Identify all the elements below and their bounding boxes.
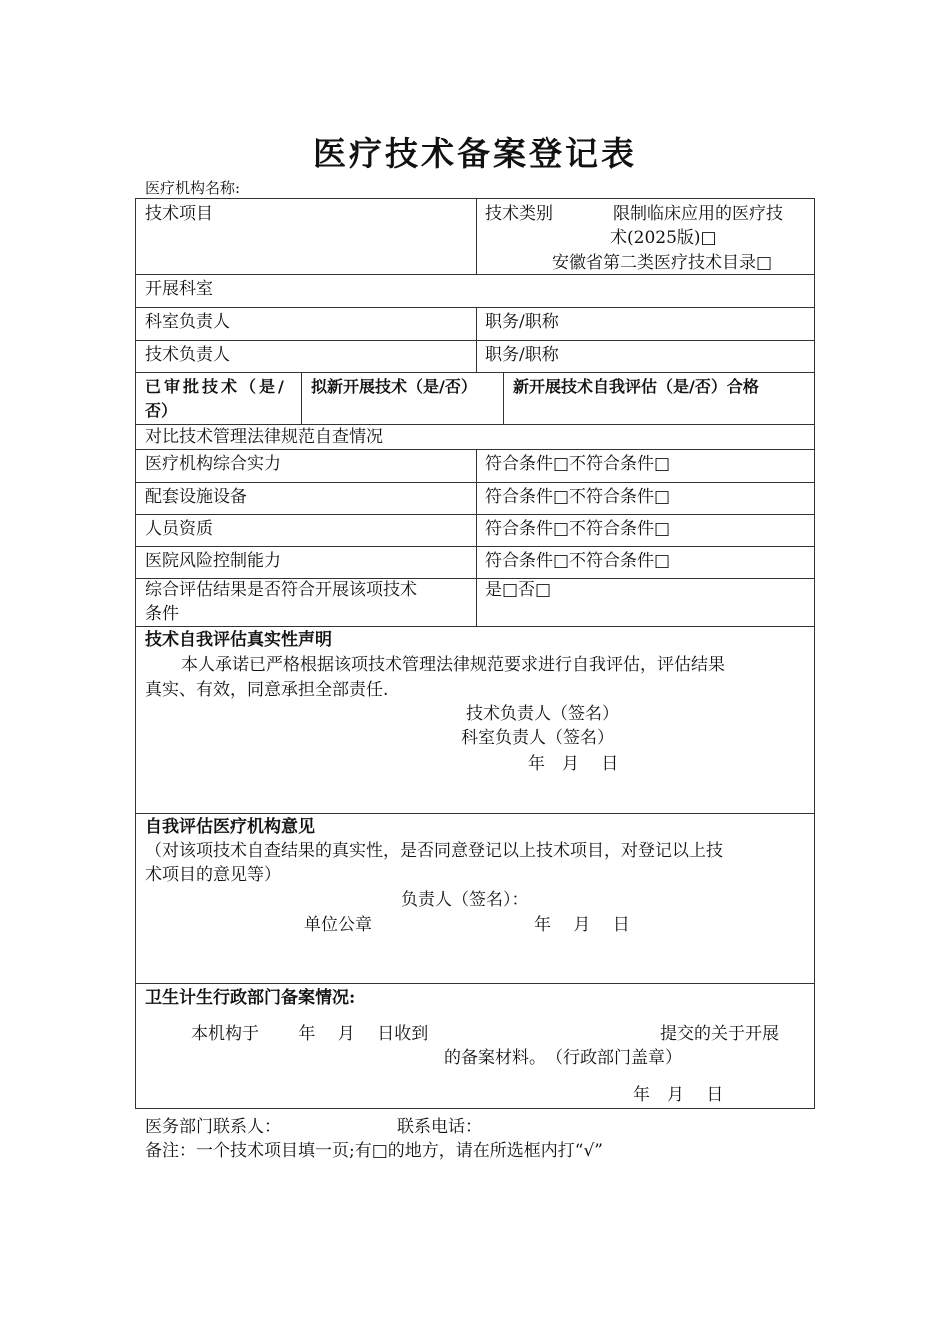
dept-head-label: 科室负责人 [145,312,230,332]
dept-head-position-label: 职务/职称 [485,312,559,332]
row-divider [136,340,814,341]
row-divider [136,307,814,308]
criterion-choice[interactable]: 符合条件□不符合条件□ [485,454,671,474]
row-divider [136,983,814,984]
criterion-label: 配套设施设备 [145,487,247,507]
contact-person-label: 医务部门联系人： [145,1117,281,1137]
opinion-date[interactable]: 年 月 日 [534,915,630,935]
column-divider [476,449,477,626]
criterion-label: 医疗机构综合实力 [145,454,281,474]
record-text-submitted: 提交的关于开展 [660,1024,779,1044]
record-text-materials: 的备案材料。 （行政部门盖章） [444,1048,682,1068]
column-divider [476,307,477,372]
column-divider [476,199,477,274]
opinion-signature[interactable]: 负责人（签名）： [401,890,529,910]
record-heading: 卫生计生行政部门备案情况: [145,988,356,1008]
declaration-date[interactable]: 年 月 日 [528,754,619,774]
check-header: 对比技术管理法律规范自查情况 [145,427,383,447]
tech-category-label: 技术类别 [485,204,553,224]
unit-seal-label: 单位公章 [304,915,372,935]
contact-phone-label: 联系电话： [397,1117,482,1137]
opinion-text-line2: 术项目的意见等） [145,865,281,885]
row-divider [136,813,814,814]
row-divider [136,482,814,483]
form-title: 医疗技术备案登记表 [313,134,637,173]
row-divider [136,626,814,627]
declaration-heading: 技术自我评估真实性声明 [145,630,332,650]
registration-form-table [135,198,815,1109]
declaration-text-line1: 本人承诺已严格根据该项技术管理法律规范要求进行自我评估，评估结果 [181,655,725,675]
row-divider [136,372,814,373]
record-text-received: 本机构于 年 月 日收到 [191,1024,429,1044]
tech-project-label: 技术项目 [145,204,213,224]
criterion-choice[interactable]: 符合条件□不符合条件□ [485,519,671,539]
record-date[interactable]: 年 月 日 [633,1085,724,1105]
criterion-label: 人员资质 [145,519,213,539]
category-option-restricted-line2[interactable]: 术(2025版)□ [610,228,717,248]
planned-tech-label: 拟新开展技术（是/否） [311,377,477,396]
opinion-text-line1: （对该项技术自查结果的真实性，是否同意登记以上技术项目，对登记以上技 [145,841,723,861]
overall-result-choice[interactable]: 是□否□ [485,580,552,600]
criterion-choice[interactable]: 符合条件□不符合条件□ [485,551,671,571]
overall-result-label-line1: 综合评估结果是否符合开展该项技术 [145,580,417,600]
row-divider [136,546,814,547]
institution-name-label: 医疗机构名称: [145,179,241,197]
criterion-choice[interactable]: 符合条件□不符合条件□ [485,487,671,507]
tech-head-signature[interactable]: 技术负责人（签名） [466,704,619,724]
declaration-text-line2: 真实、有效，同意承担全部责任. [145,680,389,700]
opinion-heading: 自我评估医疗机构意见 [145,817,315,837]
category-option-restricted-line1[interactable]: 限制临床应用的医疗技 [613,204,783,224]
column-divider [301,372,302,424]
approved-tech-label-line2: 否） [145,401,178,420]
department-label: 开展科室 [145,279,213,299]
dept-head-signature[interactable]: 科室负责人（签名） [461,728,614,748]
row-divider [136,514,814,515]
self-eval-label: 新开展技术自我评估（是/否）合格 [513,377,759,396]
approved-tech-label-line1: 已审批技术（是/ [145,377,287,396]
category-option-anhui[interactable]: 安徽省第二类医疗技术目录□ [552,253,773,273]
column-divider [503,372,504,424]
footer-note: 备注：一个技术项目填一页;有□的地方，请在所选框内打“√” [145,1141,604,1161]
overall-result-label-line2: 条件 [145,604,179,624]
tech-head-position-label: 职务/职称 [485,345,559,365]
criterion-label: 医院风险控制能力 [145,551,281,571]
tech-head-label: 技术负责人 [145,345,230,365]
